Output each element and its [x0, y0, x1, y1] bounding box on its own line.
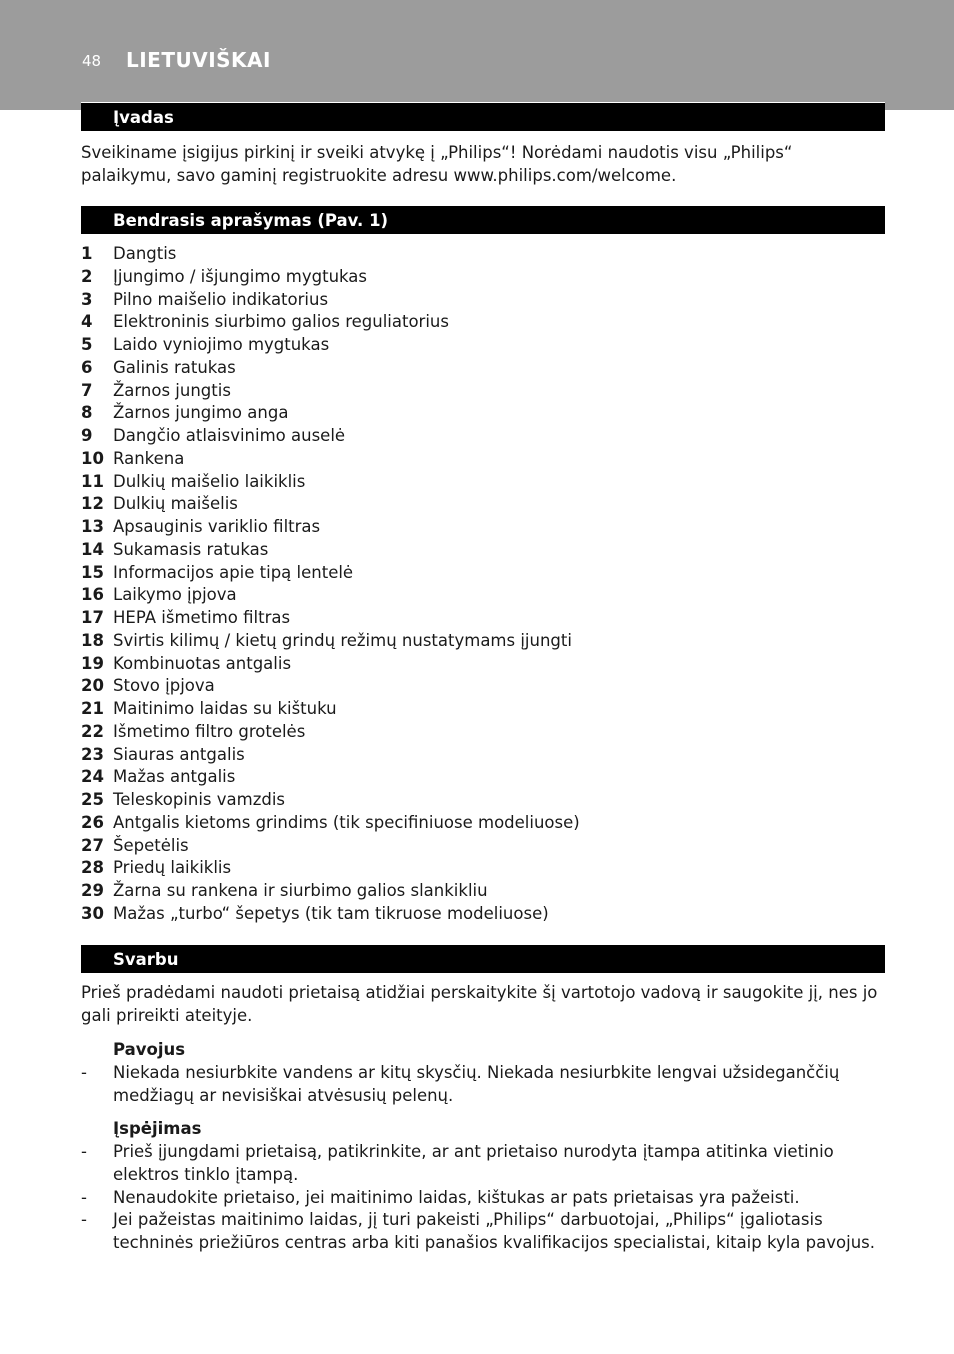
item-number: 28	[81, 858, 104, 878]
item-label: Dangtis	[113, 244, 177, 263]
item-number: 17	[81, 608, 104, 627]
item-number: 23	[81, 744, 104, 764]
parts-list-item	[81, 539, 885, 562]
item-label: HEPA išmetimo filtras	[113, 608, 291, 627]
item-label: Įjungimo / išjungimo mygtukas	[113, 266, 368, 286]
item-label: Antgalis kietoms grindims (tik specifiniuose modeliuose)	[113, 812, 580, 832]
item-label: Apsauginis variklio filtras	[113, 517, 321, 536]
page-number: 48	[82, 52, 102, 70]
item-number: 27	[81, 835, 104, 855]
item-label: Priedų laikiklis	[113, 858, 232, 878]
item-number: 15	[81, 562, 104, 582]
item-label: Žarnos jungtis	[113, 380, 231, 400]
item-label: Sukamasis ratukas	[113, 539, 269, 559]
item-number: 10	[81, 448, 104, 468]
parts-list-item	[81, 584, 885, 607]
item-label: Laikymo įpjova	[113, 585, 237, 605]
parts-list-item	[81, 653, 885, 676]
parts-list-item	[81, 607, 885, 630]
item-number: 22	[81, 721, 104, 741]
item-label: Dulkių maišelis	[113, 494, 238, 514]
header-bar	[0, 0, 954, 110]
item-number: 6	[81, 357, 93, 377]
item-number: 4	[81, 312, 93, 332]
parts-list	[81, 243, 885, 926]
parts-list-item	[81, 789, 885, 812]
bullet-dash: -	[81, 1142, 87, 1161]
bullet-dash: -	[81, 1210, 87, 1229]
parts-list-item	[81, 311, 885, 334]
item-number: 24	[81, 767, 104, 787]
section-title: Bendrasis aprašymas (Pav. 1)	[113, 211, 389, 230]
item-number: 3	[81, 289, 93, 309]
item-label: Dangčio atlaisvinimo auselė	[113, 426, 346, 445]
language-title: LIETUVIŠKAI	[126, 48, 271, 72]
section-title: Įvadas	[113, 108, 174, 127]
parts-list-item	[81, 857, 885, 880]
parts-list-item	[81, 402, 885, 425]
item-label: Dulkių maišelio laikiklis	[113, 471, 306, 491]
section-header-general	[81, 205, 885, 234]
bullet-dash: -	[81, 1063, 87, 1082]
item-label: Laido vyniojimo mygtukas	[113, 335, 330, 354]
item-number: 25	[81, 790, 104, 809]
bullet-dash: -	[81, 1188, 87, 1207]
item-number: 11	[81, 471, 104, 491]
parts-list-item	[81, 698, 885, 721]
parts-list-item	[81, 289, 885, 312]
item-number: 7	[81, 380, 93, 400]
warning-item	[81, 1141, 885, 1186]
danger-heading: Pavojus	[113, 1040, 186, 1059]
item-label: Žarnos jungimo anga	[113, 403, 289, 423]
item-label: Teleskopinis vamzdis	[113, 790, 286, 809]
item-number: 14	[81, 539, 104, 559]
danger-item	[81, 1062, 885, 1107]
item-label: Svirtis kilimų / kietų grindų režimų nustatymams įjungti	[113, 630, 572, 650]
warning-item	[81, 1187, 885, 1210]
parts-list-item	[81, 744, 885, 767]
warning-item-text: Nenaudokite prietaiso, jei maitinimo laidas, kištukas ar pats prietaisas yra pažeisti.	[113, 1188, 800, 1207]
item-label: Galinis ratukas	[113, 357, 236, 377]
item-label: Mažas antgalis	[113, 767, 236, 787]
parts-list-item	[81, 448, 885, 471]
parts-list-item	[81, 334, 885, 357]
intro-paragraph: Sveikiname įsigijus pirkinį ir sveiki atvykę į „Philips“! Norėdami naudotis visu „Philips“ palaikymu, savo gaminį registruokite adresu www.philips.com/welcome.	[81, 143, 793, 185]
item-number: 1	[81, 244, 93, 263]
parts-list-item	[81, 471, 885, 494]
danger-item-text: Niekada nesiurbkite vandens ar kitų skysčių. Niekada nesiurbkite lengvai užsideganččių medžiagų ar nevisiškai atvėsusių pelenų.	[113, 1063, 840, 1105]
item-number: 29	[81, 881, 104, 900]
item-number: 20	[81, 676, 104, 696]
parts-list-item	[81, 516, 885, 539]
item-number: 16	[81, 585, 104, 605]
item-label: Šepetėlis	[113, 835, 189, 855]
item-number: 8	[81, 403, 93, 423]
item-number: 19	[81, 653, 104, 673]
parts-list-item	[81, 721, 885, 744]
section-header-intro	[81, 102, 885, 131]
item-label: Elektroninis siurbimo galios reguliatorius	[113, 312, 449, 332]
item-label: Išmetimo filtro grotelės	[113, 721, 306, 741]
parts-list-item	[81, 266, 885, 289]
parts-list-item	[81, 493, 885, 516]
parts-list-item	[81, 357, 885, 380]
warning-item-text: Prieš įjungdami prietaisą, patikrinkite, ar ant prietaiso nurodyta įtampa atitinka vietinio elektros tinklo įtampą.	[113, 1142, 834, 1184]
warning-item	[81, 1209, 885, 1254]
important-paragraph: Prieš pradėdami naudoti prietaisą atidžiai perskaitykite šį vartotojo vadovą ir saugokite jį, nes jo gali prireikti ateityje.	[81, 983, 878, 1025]
parts-list-item	[81, 562, 885, 585]
item-label: Mažas „turbo“ šepetys (tik tam tikruose modeliuose)	[113, 903, 549, 923]
warning-item-text: Jei pažeistas maitinimo laidas, jį turi pakeisti „Philips“ darbuotojai, „Philips“ įgaliotasis techninės priežiūros centras arba kiti panašios kvalifikacijos specialistai, kitaip kyla pavojus.	[113, 1210, 875, 1252]
item-number: 5	[81, 335, 93, 354]
item-label: Pilno maišelio indikatorius	[113, 289, 329, 309]
item-number: 13	[81, 517, 104, 536]
parts-list-item	[81, 880, 885, 903]
item-label: Stovo įpjova	[113, 676, 215, 696]
item-number: 12	[81, 494, 104, 514]
parts-list-item	[81, 675, 885, 698]
parts-list-item	[81, 243, 885, 266]
parts-list-item	[81, 425, 885, 448]
section-header-important	[81, 944, 885, 973]
item-label: Rankena	[113, 448, 185, 468]
parts-list-item	[81, 630, 885, 653]
item-number: 30	[81, 903, 104, 923]
item-label: Siauras antgalis	[113, 744, 245, 764]
warning-heading: Įspėjimas	[113, 1119, 202, 1138]
item-label: Informacijos apie tipą lentelė	[113, 562, 354, 582]
item-number: 21	[81, 699, 104, 718]
item-number: 2	[81, 266, 93, 286]
parts-list-item	[81, 812, 885, 835]
parts-list-item	[81, 380, 885, 403]
item-number: 9	[81, 426, 93, 445]
item-label: Maitinimo laidas su kištuku	[113, 699, 337, 718]
parts-list-item	[81, 835, 885, 858]
item-number: 18	[81, 630, 104, 650]
item-label: Kombinuotas antgalis	[113, 653, 292, 673]
parts-list-item	[81, 766, 885, 789]
section-title: Svarbu	[113, 950, 179, 969]
item-label: Žarna su rankena ir siurbimo galios slankikliu	[113, 881, 488, 900]
parts-list-item	[81, 903, 885, 926]
item-number: 26	[81, 812, 104, 832]
